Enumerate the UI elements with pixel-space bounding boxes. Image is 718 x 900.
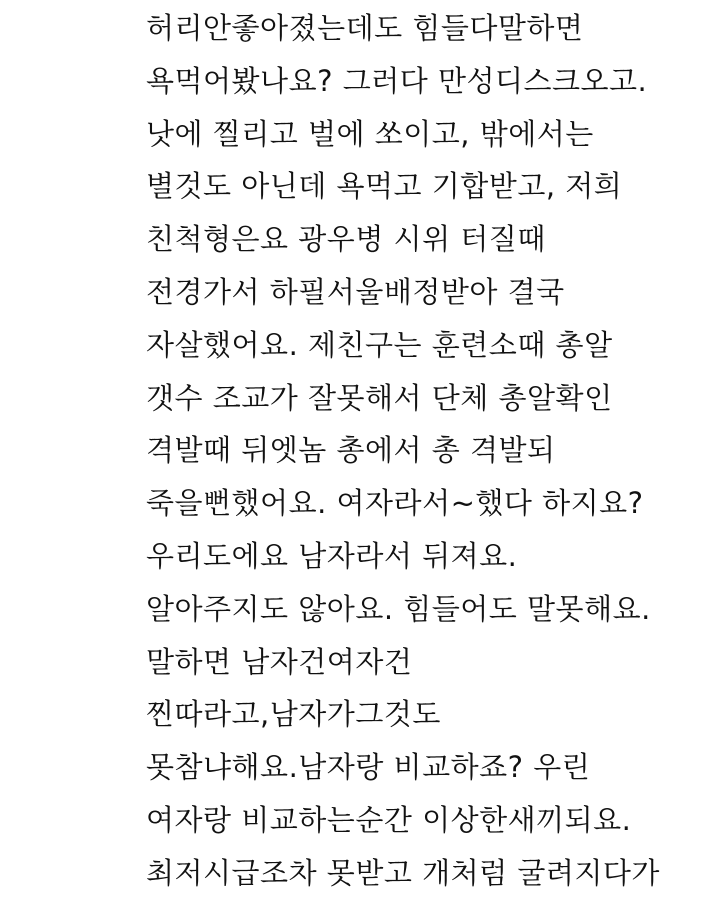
text-line: 찐따라고,남자가그것도 <box>146 697 441 732</box>
text-line: 친척형은요 광우병 시위 터질때 <box>146 222 546 257</box>
text-body <box>146 2 706 900</box>
text-line: 자살했어요. 제친구는 훈련소때 총알 <box>146 327 613 362</box>
text-line: 알아주지도 않아요. 힘들어도 말못해요. <box>146 591 651 626</box>
text-line: 별것도 아닌데 욕먹고 기합받고, 저희 <box>146 169 623 204</box>
text-line: 허리안좋아졌는데도 힘들다말하면 <box>146 11 584 45</box>
text-line: 여자랑 비교하는순간 이상한새끼되요. <box>146 802 632 837</box>
text-line: 갯수 조교가 잘못해서 단체 총알확인 <box>146 380 613 415</box>
text-line: 말하면 남자건여자건 <box>146 644 413 679</box>
text-line: 최저시급조차 못받고 개처럼 굴려지다가 <box>146 855 660 890</box>
text-line: 전경가서 하필서울배정받아 결국 <box>146 274 565 309</box>
text-line: 우리도에요 남자라서 뒤져요. <box>146 538 518 573</box>
text-line: 격발때 뒤엣놈 총에서 총 격발되 <box>146 433 556 468</box>
text-line: 욕먹어봤나요? 그러다 만성디스크오고. <box>146 63 648 98</box>
text-line: 낫에 찔리고 벌에 쏘이고, 밖에서는 <box>146 116 594 151</box>
text-line: 죽을뻔했어요. 여자라서~했다 하지요? <box>146 486 644 521</box>
text-line: 못참냐해요.남자랑 비교하죠? 우린 <box>146 750 591 785</box>
